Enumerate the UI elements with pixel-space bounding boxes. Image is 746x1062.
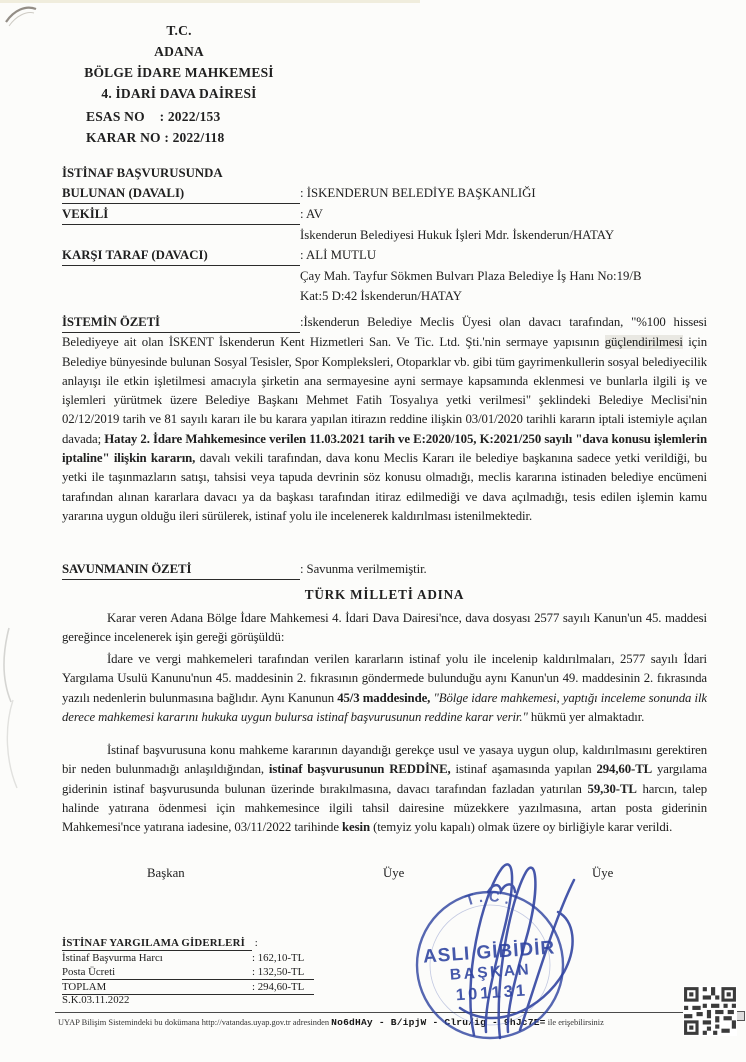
applicant-value: : İSKENDERUN BELEDİYE BAŞKANLIĞI: [300, 186, 536, 200]
costs-row-filing-fee: [62, 951, 314, 965]
svg-text:T.C.: [463, 888, 517, 910]
opponent-row: [62, 245, 707, 266]
applicant-intro-row: [62, 163, 707, 183]
applicant-intro-label: İSTİNAF BAŞVURUSUNDA: [62, 166, 223, 180]
decision-number-row: [60, 127, 298, 148]
stamp-line2: BAŞKAN: [449, 961, 532, 984]
counsel-value: : AV: [300, 207, 323, 221]
esas-no-value: : 2022/153: [159, 109, 221, 124]
defense-summary-row: [62, 560, 707, 584]
opponent-address-line1: Çay Mah. Tayfur Sökmen Bulvarı Plaza Belediye İş Hanı No:19/B: [300, 269, 642, 283]
applicant-row: [62, 183, 707, 204]
opponent-label: KARŞI TARAF (DAVACI): [62, 245, 300, 266]
cost-label: Posta Ücreti: [62, 966, 116, 978]
defense-summary-value: : Savunma verilmemiştir.: [300, 562, 427, 576]
appeal-costs-table: [62, 936, 314, 995]
costs-row-postage: [62, 965, 314, 979]
member2-signature-label: Üye: [592, 866, 614, 880]
opponent-value: : ALİ MUTLU: [300, 248, 377, 262]
cost-label: İstinaf Başvurma Harcı: [62, 952, 163, 964]
uyap-footer-suffix: ile erişebilirsiniz: [547, 1018, 604, 1027]
uyap-access-code: No6dHAy - B/ipjW - Clru/ig - 9hJc7E=: [331, 1017, 546, 1028]
applicant-label: BULUNAN (DAVALI): [62, 183, 300, 204]
member1-signature-label: Üye: [383, 866, 405, 880]
footer-rule: [55, 1012, 740, 1013]
costs-title-colon: :: [254, 937, 258, 949]
parties-section: [62, 163, 707, 306]
karar-no-label: KARAR NO: [86, 130, 161, 145]
qr-code: [683, 986, 737, 1036]
defense-summary-label: SAVUNMANIN ÖZETİ: [62, 560, 300, 580]
stamp-line1: ASLI GİBİDİR: [422, 937, 556, 968]
ruling-paragraph: İstinaf başvurusuna konu mahkeme kararının dayandığı gerekçe usul ve yasaya uygun olup, kaldırılmasını gerektiren bir neden bulunmadığı anlaşıldığından, istinaf başvurusunun REDDİNE, istinaf aşamasında yapılan 294,60-TL yargılama giderinin istinaf başvurusunda bulunan üzerinde bırakılmasına, davacı tarafından fazladan yatırılan 59,30-TL harcın, talep halinde yatırana ödenmesi için mahkemesince ilgili tahsil dairesine müzekkere yazılmasına, artan posta giderinin Mahkemesi'nce yatırana iadesine, 03/11/2022 tarihinde kesin (temyiz yolu kapalı) olmak üzere oy birliğiyle karar verildi.: [62, 743, 707, 835]
costs-title: İSTİNAF YARGILAMA GİDERLERİ: [62, 936, 252, 951]
header-court: BÖLGE İDARE MAHKEMESİ: [84, 65, 274, 80]
stamp-line3: 101131: [455, 981, 529, 1005]
request-summary-paragraph: [62, 313, 707, 547]
legal-basis-paragraph: İdare ve vergi mahkemeleri tarafından verilen kararların istinaf yolu ile incelenip kaldırılmaları, 2577 sayılı İdari Yargılama Usulü Kanunu'nun 45. maddesinin 2. fıkrasının göndermede bulunduğu aynı Kanun'un 49. maddesinin 2. fıkrasında yazılı nedenlerin bulunmasına bağlıdır. Aynı Kanunun 45/3 maddesinde, "Bölge idare mahkemesi, yaptığı inceleme sonunda ilk derece mahkemesi kararını hukuka uygun bulursa istinaf başvurusunun reddine karar verir." hükmü yer almaktadır.: [62, 652, 707, 724]
karar-no-value: : 2022/118: [164, 130, 225, 145]
counsel-address: İskenderun Belediyesi Hukuk İşleri Mdr. İskenderun/HATAY: [300, 228, 615, 242]
request-summary-label: İSTEMİN ÖZETİ: [62, 313, 300, 333]
opponent-address-line2: Kat:5 D:42 İskenderun/HATAY: [300, 289, 462, 303]
costs-title-row: [62, 936, 314, 951]
request-summary-text: :İskenderun Belediye Meclis Üyesi olan davacı tarafından, "%100 hissesi Belediyeye ait olan İSKENT İskenderun Kent Hizmetleri San. Ve Tic. Ltd. Şti.'nin sermaye yapısının güçlendirilmesi için Belediye bünyesinde bulunan Sosyal Tesisler, Spor Kompleksleri, Otoparklar vb. gibi tüm gayrimenkullerin sosyal belediyecilik anlayışı ile etkin işletilmesi amacıyla şirketin ana sermayesine ayni sermaye kapsamında eklenmesi ve bunlarla ilgili iş ve işlemleri yürütmek üzere Belediye Başkanı Mehmet Fatih Tosyalıya yetki verilmesi" şeklindeki Belediye Meclisi'nin 02/12/2019 tarih ve 81 sayılı kararı ile bu karara yapılan itirazın reddine ilişkin 03/01/2020 tarihli kararın iptali istemiyle açılan davada; Hatay 2. İdare Mahkemesince verilen 11.03.2021 tarih ve E:2020/105, K:2021/250 sayılı "dava konusu işlemlerin iptaline" ilişkin kararın, davalı vekili tarafından, dava konu Meclis Kararı ile belediye başkanına sadece yetki verildiği, bu yetki ile taşınmazların satışı, tahsisi veya tapuda devrinin söz konusu olmadığı, meclis kararına istinaden belediye encümeni tarafından alınan kararlara davacı ya da başkası tarafından itiraz edilmediği ve dava açılmadığı, tesis edilen işlemin kamu yararına uygun olduğu ileri sürülerek, istinaf yolu ile incelenerek kaldırılması istenilmektedir.: [62, 315, 707, 523]
costs-row-total: [62, 979, 314, 995]
header-chamber: 4. İDARİ DAVA DAİRESİ: [101, 86, 257, 101]
case-number-row: [60, 106, 298, 127]
uyap-footer-prefix: UYAP Bilişim Sistemindeki bu dokümana http://vatandas.uyap.gov.tr adresinden: [58, 1018, 330, 1027]
cost-label: TOPLAM: [62, 981, 107, 993]
header-city: ADANA: [154, 44, 204, 59]
counsel-row: [62, 204, 707, 225]
stamp-top-text: T.C.: [463, 887, 517, 910]
clerk-date-note: S.K.03.11.2022: [62, 994, 130, 1006]
esas-no-label: ESAS NO: [86, 109, 145, 124]
cost-value: : 162,10-TL: [252, 952, 305, 964]
counsel-label: VEKİLİ: [62, 204, 300, 225]
in-the-name-of-turkish-nation-heading: TÜRK MİLLETİ ADINA: [304, 587, 465, 602]
header-country: T.C.: [166, 23, 192, 38]
cost-value: : 294,60-TL: [252, 981, 305, 993]
document-header: [60, 20, 298, 148]
president-signature-label: Başkan: [147, 866, 185, 880]
deliberation-paragraph: Karar veren Adana Bölge İdare Mahkemesi 4. İdari Dava Dairesi'nce, dava dosyası 2577 sayılı Kanun'un 45. maddesi gereğince incelenerek işin gereği görüşüldü:: [62, 611, 707, 645]
cost-value: : 132,50-TL: [252, 966, 305, 978]
uyap-footer: [58, 1017, 728, 1028]
